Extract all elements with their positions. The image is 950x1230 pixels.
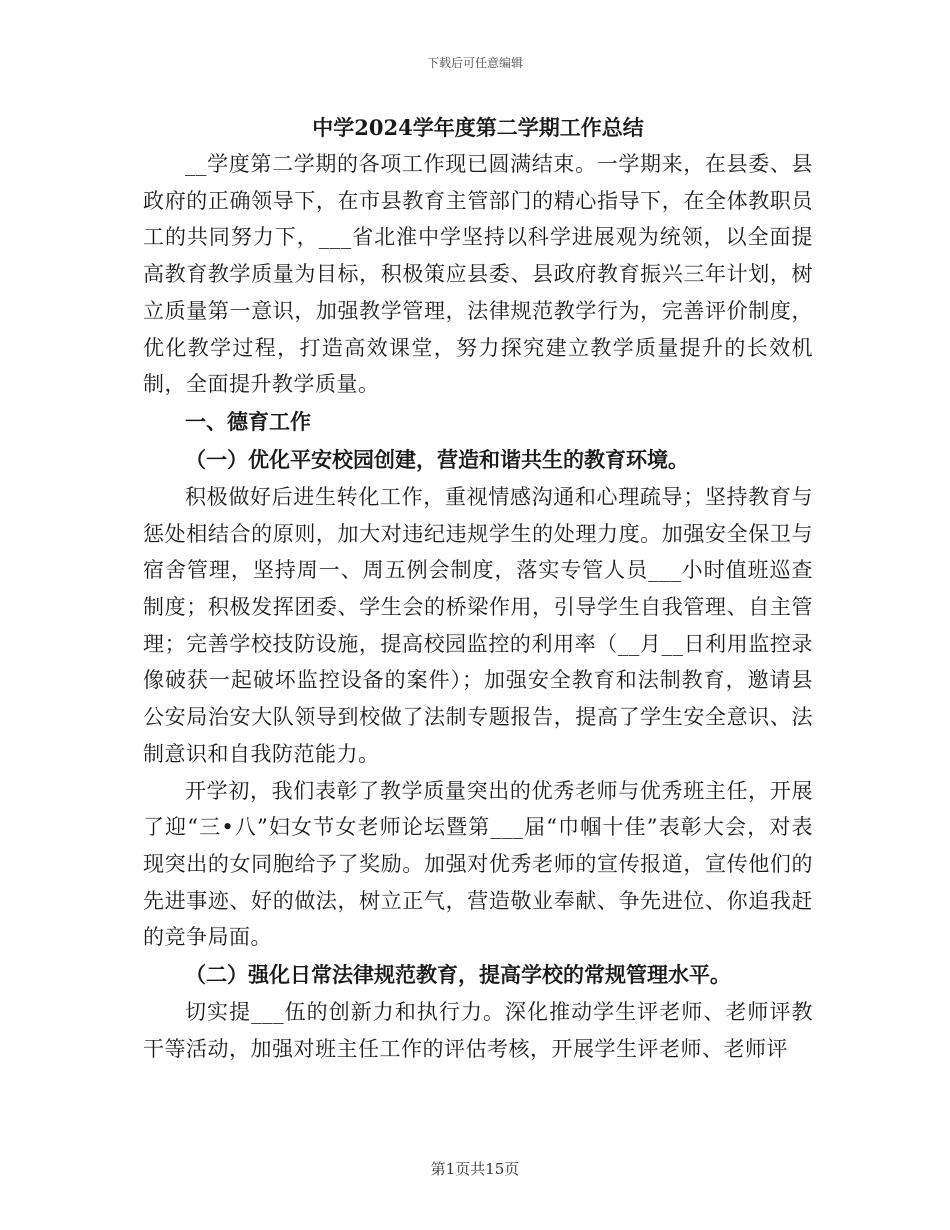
paragraph-teacher-awards: 开学初，我们表彰了教学质量突出的优秀老师与优秀班主任，开展了迎“三•八”妇女节女老师论坛暨第___届“巾帼十佳”表彰大会，对表现突出的女同胞给予了奖励。加强对优秀老师的宣传报道，宣传他们的先进事迹、好的做法，树立正气，营造敬业奉献、争先进位、你追我赶的竞争局面。 — [143, 778, 813, 950]
document-title: 中学2024学年度第二学期工作总结 — [312, 115, 644, 140]
page-number-footer: 第1页共15页 — [430, 1160, 520, 1178]
subsection-heading-safe-campus: （一）优化平安校园创建，营造和谐共生的教育环境。 — [185, 446, 689, 472]
intro-paragraph: __学度第二学期的各项工作现已圆满结束。一学期来，在县委、县政府的正确领导下，在市县教育主管部门的精心指导下，在全体教职员工的共同努力下，___省北淮中学坚持以科学进展观为统领，以全面提高教育教学质量为目标，积极策应县委、县政府教育振兴三年计划，树立质量第一意识，加强教学管理，法律规范教学行为，完善评价制度，优化教学过程，打造高效课堂，努力探究建立教学质量提升的长效机制，全面提升教学质量。 — [143, 152, 813, 397]
subsection-heading-routine-management: （二）强化日常法律规范教育，提高学校的常规管理水平。 — [185, 962, 731, 988]
section-heading-moral-education: 一、德育工作 — [185, 408, 311, 434]
paragraph-safety-management: 积极做好后进生转化工作，重视情感沟通和心理疏导；坚持教育与惩处相结合的原则，加大对违纪违规学生的处理力度。加强安全保卫与宿舍管理，坚持周一、周五例会制度，落实专管人员___小时值班巡查制度；积极发挥团委、学生会的桥梁作用，引导学生自我管理、自主管理；完善学校技防设施，提高校园监控的利用率（__月__日利用监控录像破获一起破坏监控设备的案件）；加强安全教育和法制教育，邀请县公安局治安大队领导到校做了法制专题报告，提高了学生安全意识、法制意识和自我防范能力。 — [143, 484, 813, 766]
document-body — [143, 112, 813, 1067]
page-header-note: 下载后可任意编辑 — [426, 56, 523, 70]
paragraph-innovation: 切实提___伍的创新力和执行力。深化推动学生评老师、老师评教干等活动，加强对班主任工作的评估考核，开展学生评老师、老师评 — [143, 1000, 813, 1061]
